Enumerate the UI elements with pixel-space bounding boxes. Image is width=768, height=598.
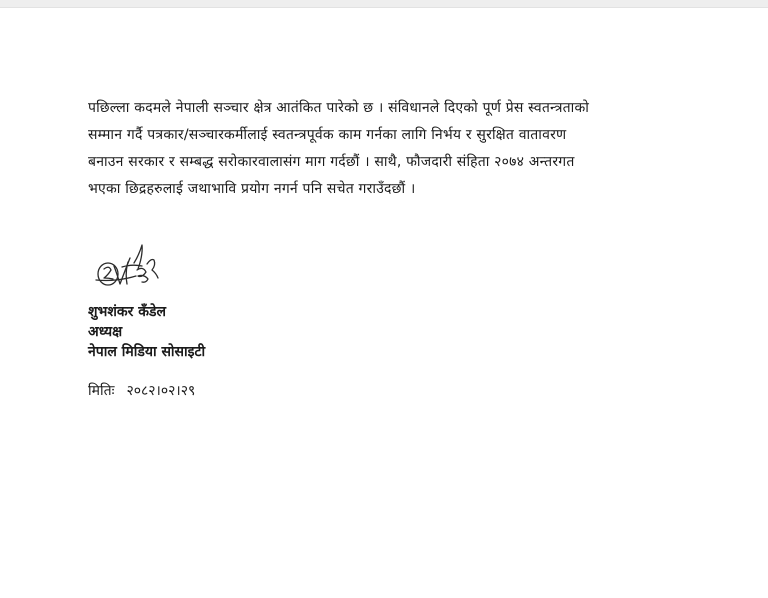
paragraph-line: पछिल्ला कदमले नेपाली सञ्चार क्षेत्र आतंकित पारेको छ । संविधानले दिएको पूर्ण प्रेस स्वतन्त्रताको (88, 100, 590, 116)
date-value: २०८२।०२।२९ (126, 383, 196, 399)
paragraph-line: बनाउन सरकार र सम्बद्ध सरोकारवालासंग माग गर्दछौं । साथै, फौजदारी संहिता २०७४ अन्तरगत (88, 154, 575, 170)
paragraph-line: सम्मान गर्दै पत्रकार/सञ्चारकर्मीलाई स्वतन्त्रपूर्वक काम गर्नका लागि निर्भय र सुरक्षित वातावरण (88, 127, 567, 143)
date-line (88, 381, 195, 401)
top-border (0, 0, 768, 8)
paragraph-line: भएका छिद्रहरुलाई जथाभावि प्रयोग नगर्न पनि सचेत गराउँदछौं । (88, 181, 416, 197)
document-page (88, 95, 688, 203)
signer-title: अध्यक्ष (88, 324, 123, 340)
signer-name: शुभशंकर कँडेल (88, 304, 166, 320)
statement-paragraph (88, 95, 688, 203)
date-label: मितिः (88, 383, 115, 399)
signer-organization: नेपाल मिडिया सोसाइटी (88, 344, 206, 360)
signer-block (88, 302, 205, 362)
handwritten-signature (92, 236, 164, 292)
